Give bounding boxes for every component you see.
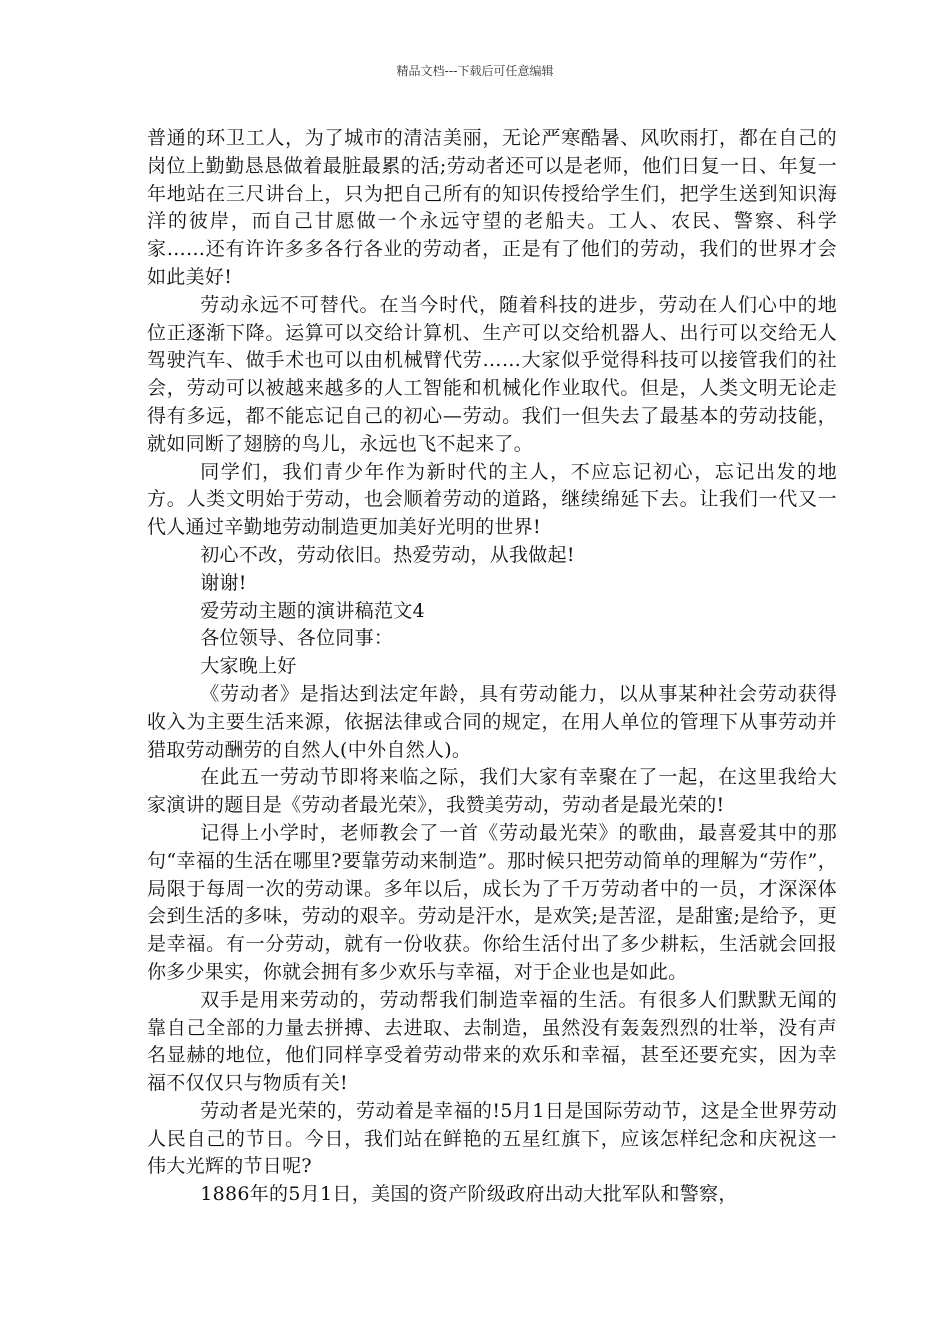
paragraph: 在此五一劳动节即将来临之际，我们大家有幸聚在了一起，在这里我给大家演讲的题目是《劳动者最光荣》，我赞美劳动，劳动者是最光荣的! xyxy=(147,766,837,817)
paragraph: 普通的环卫工人，为了城市的清洁美丽，无论严寒酷暑、风吹雨打，都在自己的岗位上勤勤恳恳做着最脏最累的活;劳动者还可以是老师，他们日复一日、年复一年地站在三尺讲台上，只为把自己所有的知识传授给学生们，把学生送到知识海洋的彼岸，而自己甘愿做一个永远守望的老船夫。工人、农民、警察、科学家……还有许许多多各行各业的劳动者，正是有了他们的劳动，我们的世界才会如此美好! xyxy=(147,127,837,288)
paragraph: 双手是用来劳动的，劳动帮我们制造幸福的生活。有很多人们默默无闻的靠自己全部的力量去拼搏、去进取、去制造，虽然没有轰轰烈烈的壮举，没有声名显赫的地位，他们同样享受着劳动带来的欢乐和幸福，甚至还要充实，因为幸福不仅仅只与物质有关! xyxy=(147,988,837,1095)
paragraph: 初心不改，劳动依旧。热爱劳动，从我做起! xyxy=(200,543,575,566)
paragraph: 谢谢! xyxy=(200,571,247,594)
page-header: 精品文档---下载后可任意编辑 xyxy=(396,64,554,78)
paragraph: 爱劳动主题的演讲稿范文4 xyxy=(200,599,425,622)
document-body xyxy=(147,125,837,1209)
paragraph: 劳动永远不可替代。在当今时代，随着科技的进步，劳动在人们心中的地位正逐渐下降。运算可以交给计算机、生产可以交给机器人、出行可以交给无人驾驶汽车、做手术也可以由机械臂代劳……大家似乎觉得科技可以接管我们的社会，劳动可以被越来越多的人工智能和机械化作业取代。但是，人类文明无论走得有多远，都不能忘记自己的初心—劳动。我们一但失去了最基本的劳动技能，就如同断了翅膀的鸟儿，永远也飞不起来了。 xyxy=(147,293,837,455)
paragraph: 劳动者是光荣的，劳动着是幸福的!5月1日是国际劳动节，这是全世界劳动人民自己的节日。今日，我们站在鲜艳的五星红旗下，应该怎样纪念和庆祝这一伟大光辉的节日呢? xyxy=(147,1099,837,1178)
paragraph: 同学们，我们青少年作为新时代的主人，不应忘记初心，忘记出发的地方。人类文明始于劳动，也会顺着劳动的道路，继续绵延下去。让我们一代又一代人通过辛勤地劳动制造更加美好光明的世界! xyxy=(147,460,837,539)
paragraph: 《劳动者》是指达到法定年龄，具有劳动能力，以从事某种社会劳动获得收入为主要生活来源，依据法律或合同的规定，在用人单位的管理下从事劳动并猎取劳动酬劳的自然人(中外自然人)。 xyxy=(147,682,837,761)
paragraph: 大家晚上好 xyxy=(200,655,297,678)
paragraph: 各位领导、各位同事： xyxy=(200,627,394,650)
paragraph: 记得上小学时，老师教会了一首《劳动最光荣》的歌曲，最喜爱其中的那句“幸福的生活在哪里?要靠劳动来制造”。那时候只把劳动简单的理解为“劳作”，局限于每周一次的劳动课。多年以后，成长为了千万劳动者中的一员，才深深体会到生活的多味，劳动的艰辛。劳动是汗水，是欢笑;是苦涩，是甜蜜;是给予，更是幸福。有一分劳动，就有一份收获。你给生活付出了多少耕耘，生活就会回报你多少果实，你就会拥有多少欢乐与幸福，对于企业也是如此。 xyxy=(147,821,837,983)
paragraph: 1886年的5月1日，美国的资产阶级政府出动大批军队和警察， xyxy=(200,1183,738,1206)
